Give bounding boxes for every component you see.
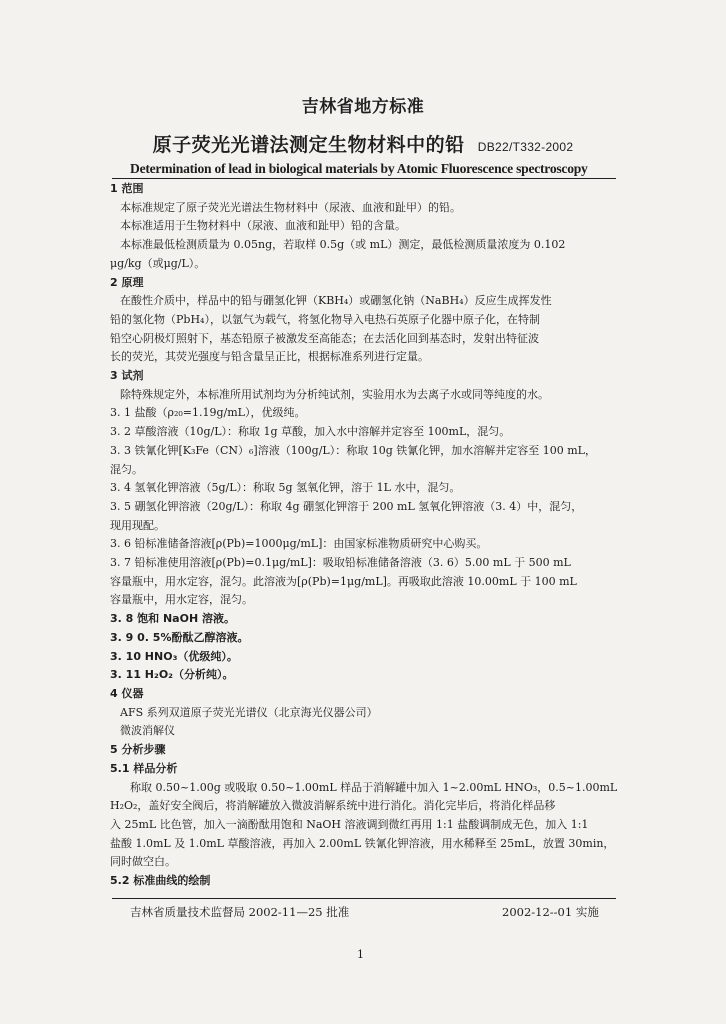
instrument-item: AFS 系列双道原子荧光光谱仪（北京海光仪器公司） bbox=[120, 705, 378, 719]
reagent-item: 3. 7 铅标准使用溶液[ρ(Pb)=0.1μg/mL]：吸取铅标准储备溶液（3. 6）5.00 mL 于 500 mL bbox=[110, 556, 571, 570]
reagent-item: 混匀。 bbox=[110, 462, 143, 476]
section-heading: 1 范围 bbox=[110, 182, 144, 195]
section-heading: 2 原理 bbox=[110, 275, 144, 289]
paragraph-line: 同时做空白。 bbox=[110, 855, 176, 869]
approval-date: 吉林省质量技术监督局 2002-11—25 批准 bbox=[130, 905, 350, 919]
paragraph-line: 本标准最低检测质量为 0.05ng，若取样 0.5g（或 mL）测定，最低检测质量浓度为 0.102 bbox=[120, 238, 566, 252]
standard-code: DB22/T332-2002 bbox=[477, 140, 574, 154]
page-number: 1 bbox=[357, 948, 364, 961]
section-heading: 5 分析步骤 bbox=[110, 743, 166, 757]
paragraph-line: 除特殊规定外，本标准所用试剂均为分析纯试剂，实验用水为去离子水或同等纯度的水。 bbox=[120, 387, 549, 401]
reagent-item: 3. 1 盐酸（ρ₂₀=1.19g/mL），优级纯。 bbox=[110, 406, 306, 420]
instrument-item: 微波消解仪 bbox=[120, 724, 175, 738]
english-title: Determination of lead in biological materials by Atomic Fluorescence spectroscopy bbox=[130, 161, 588, 176]
subsection-heading: 5.1 样品分析 bbox=[110, 761, 178, 775]
reagent-item: 3. 10 HNO₃（优级纯）。 bbox=[110, 649, 238, 663]
reagent-item: 3. 8 饱和 NaOH 溶液。 bbox=[110, 612, 235, 626]
reagent-item: 3. 4 氢氧化钾溶液（5g/L）：称取 5g 氢氧化钾，溶于 1L 水中，混匀。 bbox=[110, 481, 461, 495]
effective-date: 2002-12--01 实施 bbox=[502, 905, 599, 919]
paragraph-line: 在酸性介质中，样品中的铅与硼氢化钾（KBH₄）或硼氢化钠（NaBH₄）反应生成挥发性 bbox=[120, 294, 552, 308]
reagent-item: 3. 5 硼氢化钾溶液（20g/L）：称取 4g 硼氢化钾溶于 200 mL 氢氧化钾溶液（3. 4）中，混匀， bbox=[110, 499, 583, 513]
reagent-item: 容量瓶中，用水定容，混匀。 bbox=[110, 593, 253, 607]
header-divider bbox=[112, 178, 616, 179]
reagent-item: 容量瓶中，用水定容，混匀。此溶液为[ρ(Pb)=1μg/mL]。再吸取此溶液 10.00mL 于 100 mL bbox=[110, 574, 577, 588]
reagent-item: 3. 3 铁氰化钾[K₃Fe（CN）₆]溶液（100g/L）：称取 10g 铁氰化钾，加水溶解并定容至 100 mL， bbox=[110, 443, 596, 457]
paragraph-line: 铅空心阴极灯照射下，基态铅原子被激发至高能态；在去活化回到基态时，发射出特征波 bbox=[110, 331, 539, 345]
paragraph-line: 称取 0.50~1.00g 或吸取 0.50~1.00mL 样品于消解罐中加入 1~2.00mL HNO₃，0.5~1.00mL bbox=[130, 780, 618, 794]
subsection-heading: 5.2 标准曲线的绘制 bbox=[110, 874, 211, 888]
paragraph-line: 入 25mL 比色管，加入一滴酚酞用饱和 NaOH 溶液调到微红再用 1:1 盐酸调制成无色，加入 1:1 bbox=[110, 817, 589, 831]
document-body bbox=[110, 180, 620, 891]
reagent-item: 3. 11 H₂O₂（分析纯）。 bbox=[110, 668, 234, 682]
section-heading: 4 仪器 bbox=[110, 686, 144, 700]
paragraph-line: 长的荧光，其荧光强度与铅含量呈正比，根据标准系列进行定量。 bbox=[110, 350, 429, 364]
section-heading: 3 试剂 bbox=[110, 369, 144, 383]
province-standard-heading: 吉林省地方标准 bbox=[301, 97, 425, 117]
chinese-title: 原子荧光光谱法测定生物材料中的铅 bbox=[152, 134, 465, 156]
reagent-item: 3. 6 铅标准储备溶液[ρ(Pb)=1000μg/mL]：由国家标准物质研究中心购买。 bbox=[110, 537, 488, 551]
paragraph-line: H₂O₂，盖好安全阀后，将消解罐放入微波消解系统中进行消化。消化完毕后，将消化样品移 bbox=[110, 799, 556, 813]
paragraph-line: 盐酸 1.0mL 及 1.0mL 草酸溶液，再加入 2.00mL 铁氰化钾溶液，用水稀释至 25mL，放置 30min， bbox=[110, 836, 615, 850]
footer-divider bbox=[112, 898, 616, 899]
paragraph-line: 铅的氢化物（PbH₄），以氩气为载气，将氢化物导入电热石英原子化器中原子化，在特制 bbox=[110, 312, 540, 326]
paragraph-line: 本标准适用于生物材料中（尿液、血液和趾甲）铅的含量。 bbox=[120, 219, 406, 233]
reagent-item: 3. 2 草酸溶液（10g/L）：称取 1g 草酸，加入水中溶解并定容至 100mL，混匀。 bbox=[110, 425, 511, 439]
reagent-item: 3. 9 0. 5%酚酞乙醇溶液。 bbox=[110, 630, 249, 644]
paragraph-line: 本标准规定了原子荧光光谱法生物材料中（尿液、血液和趾甲）的铅。 bbox=[120, 200, 461, 214]
reagent-item: 现用现配。 bbox=[110, 518, 165, 532]
paragraph-line: μg/kg（或μg/L）。 bbox=[110, 256, 206, 270]
title-row bbox=[0, 130, 726, 157]
